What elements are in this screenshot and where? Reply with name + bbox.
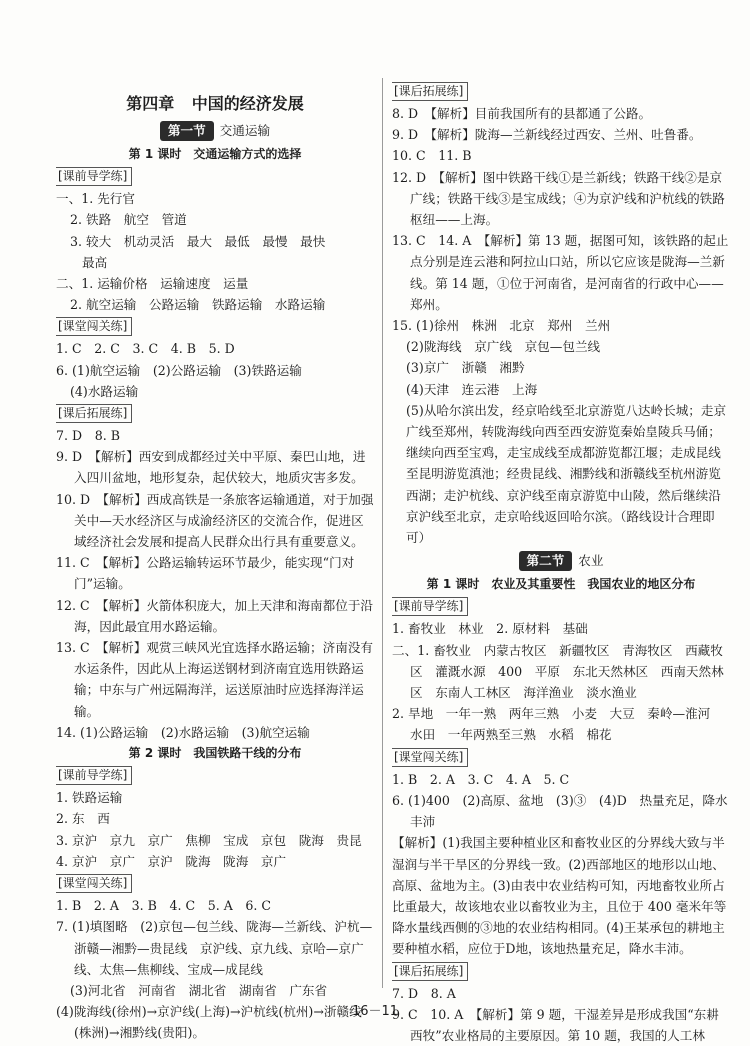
answer-paragraph: 13. C 14. A 【解析】第 13 题，据图可知，该铁路的起止点分别是连云港和阿拉山口站，所以它应该是陇海—兰新线。第 14 题，①位于河南省，是河南省的行政中心——郑州。: [392, 233, 729, 312]
section-title: 交通运输: [219, 123, 271, 138]
answer-line: 1. 畜牧业 林业 2. 原材料 基础: [392, 621, 588, 637]
answer-paragraph: 6. (1)400 (2)高原、盆地 (3)③ (4)D 热量充足，降水丰沛: [392, 792, 728, 830]
column-divider: [382, 78, 383, 988]
answer-paragraph: 13. C 【解析】观赏三峡风光宜选择水路运输；济南没有水运条件，因此从上海运送钢材到济南宜选用铁路运输；中东与广州远隔海洋，运送原油时应选择海洋运输。: [56, 640, 374, 719]
section-tag: [课前导学练]: [56, 766, 132, 785]
section-badge: 第二节: [519, 551, 573, 571]
chapter-title: [56, 90, 374, 118]
answer-line: 10. C 11. B: [392, 148, 472, 164]
answer-line: 一、1. 先行官: [56, 191, 135, 207]
answer-line: (4)天津 连云港 上海: [406, 381, 538, 397]
answer-paragraph: 12. D 【解析】图中铁路干线①是兰新线；铁路干线②是京广线；铁路干线③是宝成线；④为京沪线和沪杭线的铁路枢纽——上海。: [392, 169, 725, 228]
answer-line: 1. B 2. A 3. C 4. A 5. C: [392, 771, 570, 787]
section-badge: 第一节: [160, 121, 214, 141]
answer-paragraph: 12. C 【解析】火箭体积庞大，加上天津和海南都位于沿海，因此最宜用水路运输。: [56, 597, 374, 634]
section-tag: [课后拓展练]: [56, 404, 132, 423]
section-tag: [课堂闯关练]: [392, 748, 468, 767]
chapter-name: 中国的经济发展: [191, 94, 304, 113]
section-tag: [课后拓展练]: [392, 82, 468, 101]
answer-paragraph: (4)陇海线(徐州)→京沪线(上海)→沪杭线(杭州)→浙赣线(株洲)→湘黔线(贵阳)。: [56, 1004, 362, 1041]
answer-line: 3. 较大 机动灵活 最大 最低 最慢 最快: [70, 233, 326, 249]
right-column: [392, 80, 730, 1046]
section-heading: [392, 548, 730, 574]
answer-line: 2. 东 西: [56, 811, 110, 827]
answer-line: 14. (1)公路运输 (2)水路运输 (3)航空运输: [56, 724, 310, 740]
answer-line: 最高: [82, 254, 108, 270]
answer-line: (2)陇海线 京广线 京包—包兰线: [406, 339, 601, 355]
chapter-number: 第四章: [126, 94, 175, 113]
answer-line: (4)水路运输: [70, 383, 139, 399]
answer-line: 8. D 【解析】目前我国所有的县都通了公路。: [392, 106, 652, 121]
answer-line: 4. 京沪 京广 京沪 陇海 陇海 京广: [56, 853, 287, 869]
answer-line: 9. D 【解析】陇海—兰新线经过西安、兰州、吐鲁番。: [392, 127, 702, 143]
answer-line: 6. (1)航空运输 (2)公路运输 (3)铁路运输: [56, 362, 302, 378]
answer-paragraph: 9. D 【解析】西安到成都经过关中平原、秦巴山地，进入四川盆地，地形复杂，起伏较大，地质灾害多发。: [56, 449, 366, 486]
left-column: [56, 0, 374, 1044]
answer-paragraph: 3. 京沪 京九 京广 焦柳 宝成 京包 陇海 贵昆: [56, 832, 362, 848]
answer-paragraph: 【解析】(1)我国主要种植业区和畜牧业区的分界线大致与半湿润与半干旱区的分界线一致。(2)西部地区的地形以山地、高原、盆地为主。(3)由表中农业结构可知，丙地畜牧业所占比重最大，故该地农业以畜牧业为主，且位于 400 毫米年等降水量线西侧的③地的农业结构相同。(4)王某承包的耕地主要种植水稻，应位于D地，该地热量充足，降水丰沛。: [392, 835, 727, 957]
lesson-title: 第 1 课时 农业及其重要性 我国农业的地区分布: [426, 577, 696, 592]
answer-line: 7. D 8. B: [56, 428, 120, 444]
answer-paragraph: 二、1. 畜牧业 内蒙古牧区 新疆牧区 青海牧区 西藏牧区 灌溉水源 400 平原 东北天然林区 西南天然林区 东南人工林区 海洋渔业 淡水渔业: [392, 642, 724, 701]
answer-paragraph: 2. 旱地 一年一熟 两年三熟 小麦 大豆 秦岭—淮河 水田 一年两熟至三熟 水稻 棉花: [392, 706, 723, 743]
answer-line: 1. B 2. A 3. B 4. C 5. A 6. C: [56, 898, 272, 914]
section-tag: [课堂闯关练]: [56, 317, 132, 336]
lesson-title: 第 2 课时 我国铁路干线的分布: [128, 746, 302, 761]
answer-paragraph: 7. (1)填图略 (2)京包—包兰线、陇海—兰新线、沪杭—浙赣—湘黔—贵昆线 京沪线、京九线、京哈—京广线、太焦—焦柳线、宝成—成昆线: [56, 919, 373, 977]
section-tag: [课堂闯关练]: [56, 874, 132, 893]
answer-line: (3)京广 浙赣 湘黔: [406, 360, 525, 376]
lesson-title: 第 1 课时 交通运输方式的选择: [128, 147, 302, 161]
section-tag: [课后拓展练]: [392, 962, 468, 981]
answer-line: 二、1. 运输价格 运输速度 运量: [56, 276, 249, 292]
section-tag: [课前导学练]: [392, 597, 468, 616]
answer-paragraph: 9. C 10. A 【解析】第 9 题，干湿差异是形成我国“东耕西牧”农业格局的主要原因。第 10 题，我国的人工林: [392, 1006, 719, 1043]
answer-line: 7. D 8. A: [392, 985, 456, 1001]
answer-paragraph: 11. C 【解析】公路运输转运环节最少，能实现“门对门”运输。: [56, 555, 355, 592]
answer-line: (3)河北省 河南省 湖北省 湖南省 广东省: [70, 982, 328, 998]
answer-line: 2. 铁路 航空 管道: [70, 212, 187, 228]
page-number: 16－11: [351, 1004, 399, 1019]
answer-line: 2. 航空运输 公路运输 铁路运输 水路运输: [70, 297, 326, 313]
section-title: 农业: [578, 553, 604, 569]
answer-line: 1. C 2. C 3. C 4. B 5. D: [56, 341, 235, 357]
answer-line: 15. (1)徐州 株洲 北京 郑州 兰州: [392, 318, 611, 334]
section-tag: [课前导学练]: [56, 167, 132, 186]
answer-paragraph: (5)从哈尔滨出发，经京哈线至北京游览八达岭长城；走京广线至郑州，转陇海线向西至西安游览秦始皇陵兵马俑；继续向西至宝鸡，走宝成线至成都游览都江堰；走成昆线至昆明游览滇池；经贵昆线、湘黔线和浙赣线至杭州游览西湖；走沪杭线、京沪线至南京游览中山陵，然后继续沿京沪线至北京，走京哈线返回哈尔滨。（路线设计合理即可）: [406, 402, 727, 546]
section-heading: [56, 118, 374, 144]
answer-line: 1. 铁路运输: [56, 790, 123, 806]
answer-paragraph: 10. D 【解析】西成高铁是一条旅客运输通道，对于加强关中—天水经济区与成渝经济区的交流合作，促进区域经济社会发展和提高人民群众出行具有重要意义。: [56, 491, 374, 550]
